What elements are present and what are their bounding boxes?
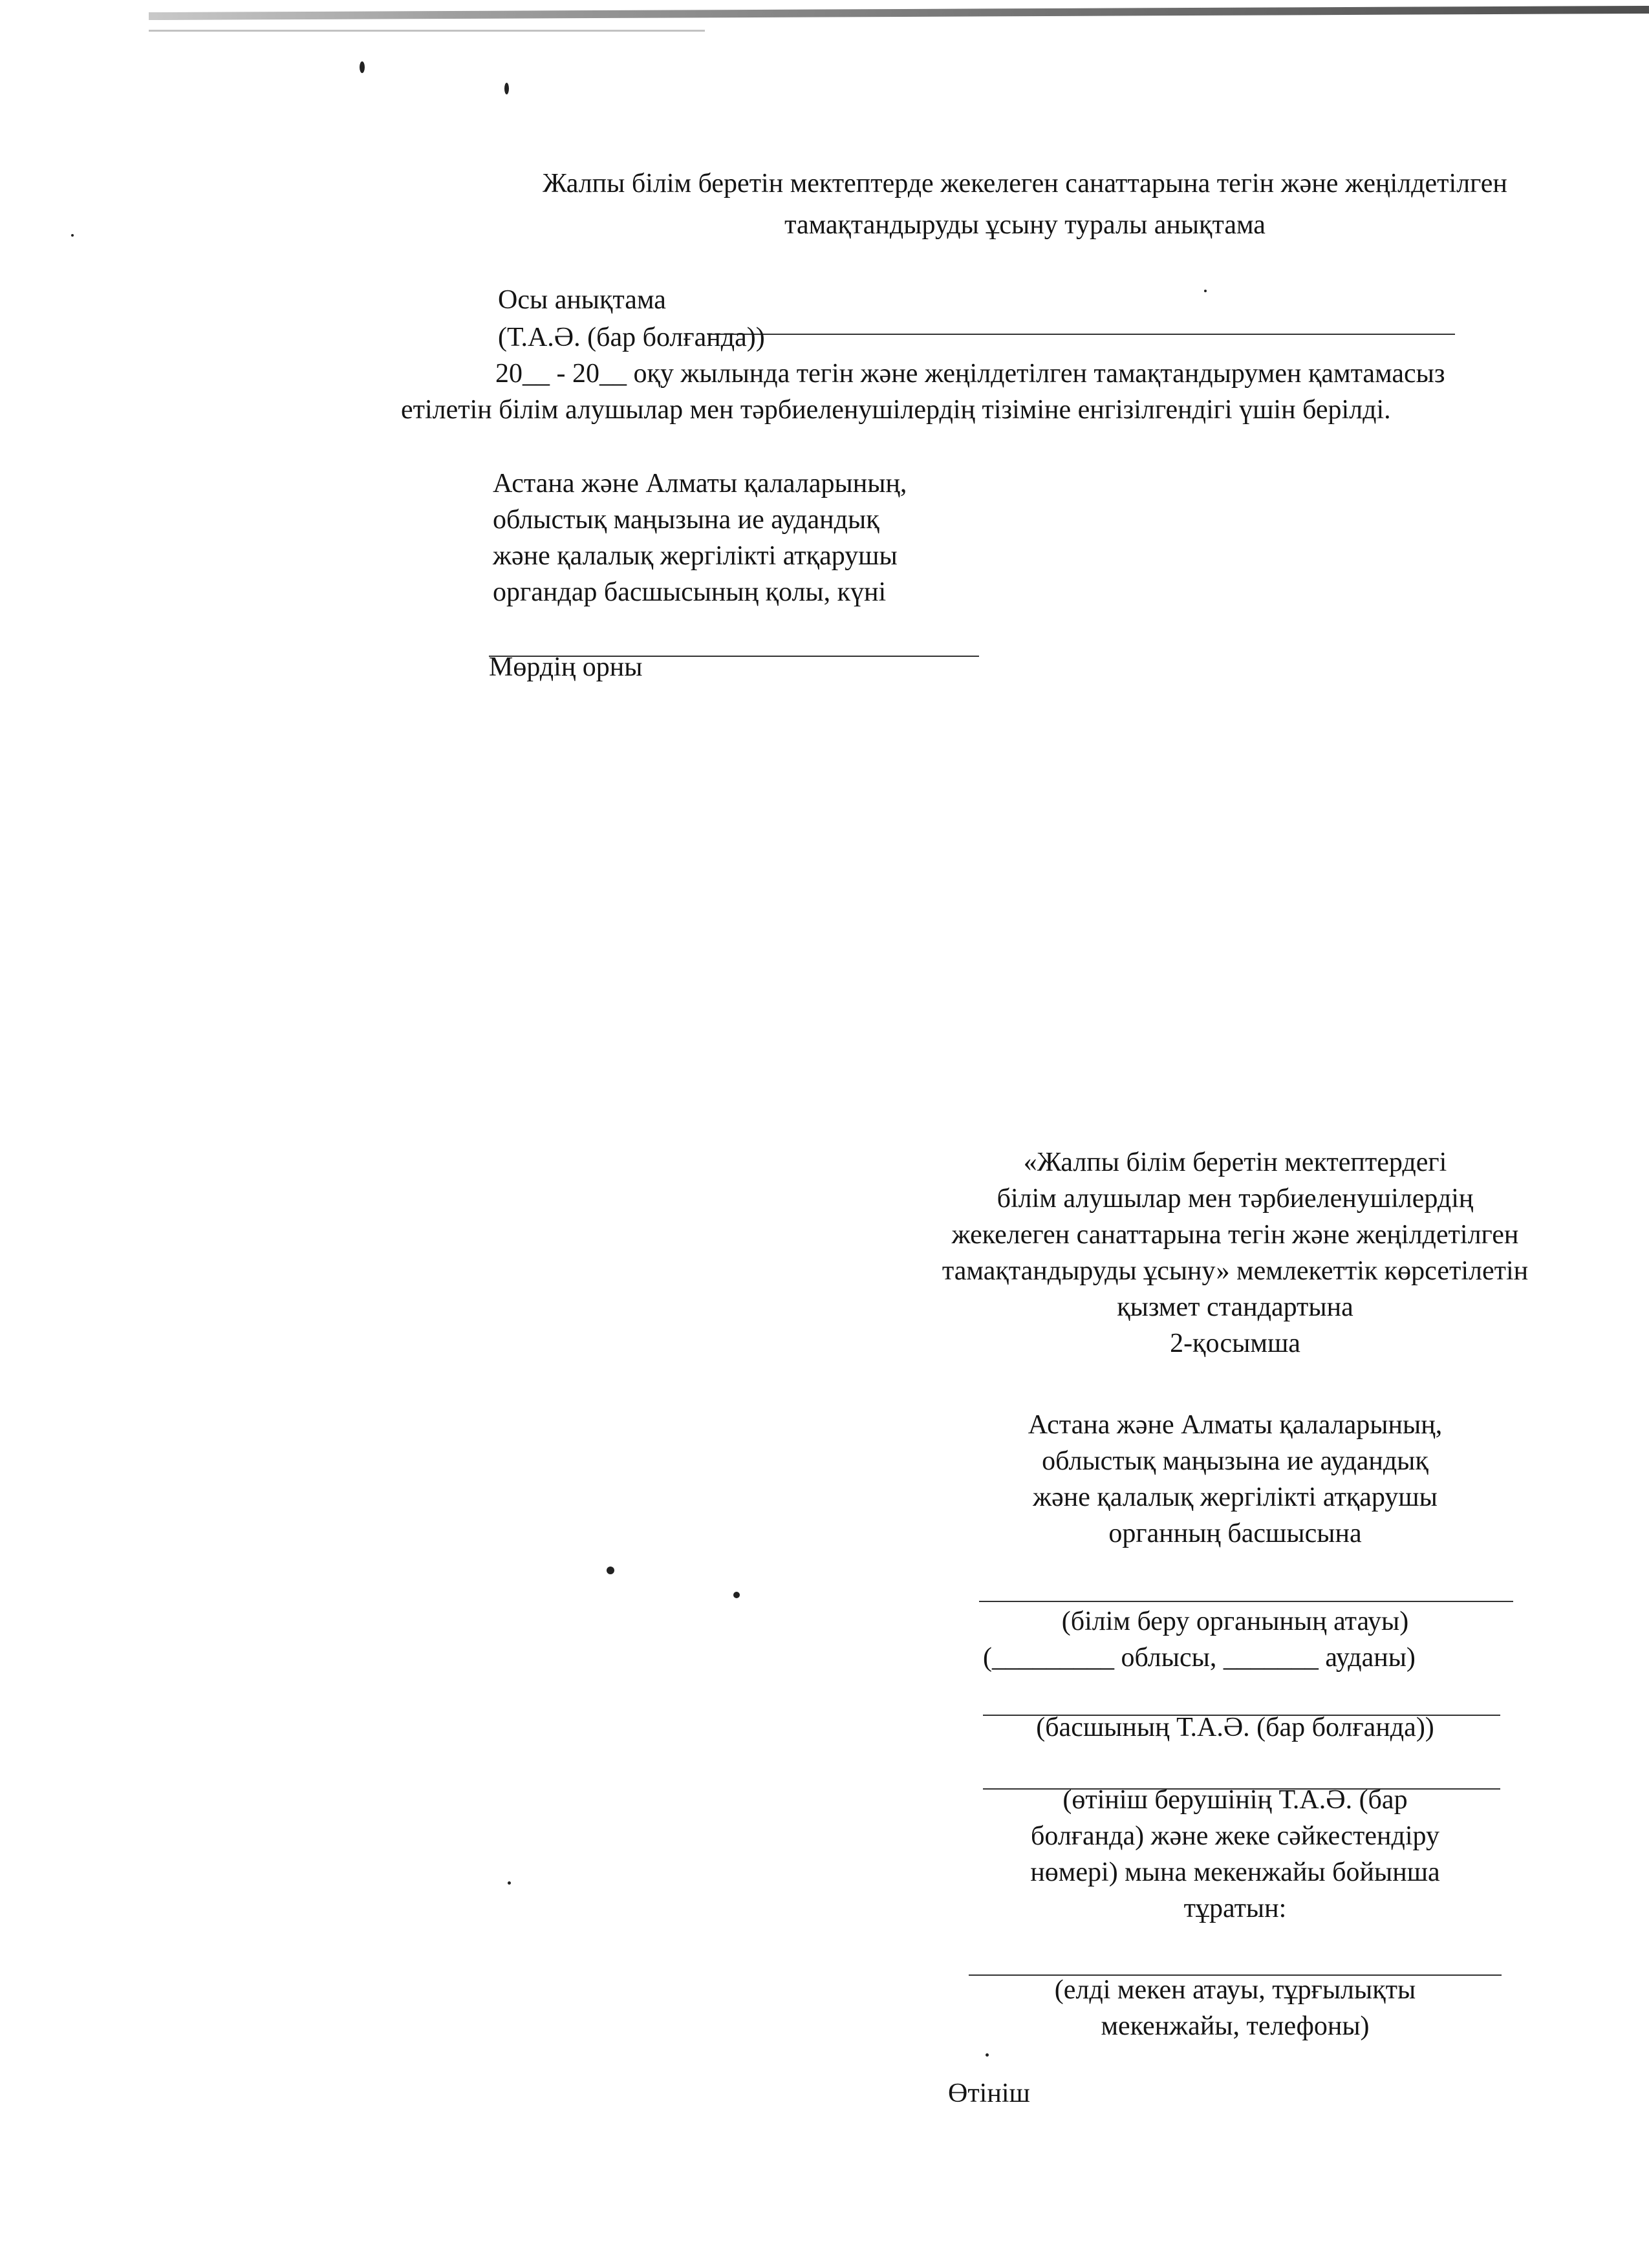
academic-year-line2: етілетін білім алушылар мен тәрбиеленушілердің тізіміне енгізілгендігі үшін берілді. (401, 395, 1391, 425)
signatory-line: Астана және Алматы қалаларының, (493, 469, 907, 498)
fio-blank-line (707, 334, 1455, 335)
appendix-header-line: қызмет стандартына (1117, 1292, 1353, 1322)
applicant-caption-line: тұратын: (1183, 1894, 1287, 1923)
signatory-line: және қалалық жергілікті атқарушы (493, 541, 898, 571)
addressee-line: Астана және Алматы қалаларының, (1028, 1410, 1443, 1440)
appendix-header-line: «Жалпы білім беретін мектептердегі (1023, 1148, 1447, 1177)
appendix-header-line: жекелеген санаттарына тегін және жеңілдетілген (951, 1220, 1519, 1250)
applicant-caption-line: нөмері) мына мекенжайы бойынша (1030, 1857, 1440, 1887)
applicant-caption-line: болғанда) және жеке сәйкестендіру (1031, 1821, 1439, 1851)
fio-caption: (Т.А.Ә. (бар болғанда)) (498, 323, 765, 352)
scan-edge-line (149, 30, 705, 32)
address-caption-line: (елді мекен атауы, тұрғылықты (1054, 1975, 1416, 2005)
certificate-title-line1: Жалпы білім беретін мектептерде жекелеген санаттарына тегін және жеңілдетілген (543, 169, 1507, 198)
certificate-title-line2: тамақтандыруды ұсыну туралы анықтама (784, 210, 1266, 240)
applicant-caption-line: (өтініш берушінің Т.А.Ә. (бар (1062, 1785, 1408, 1815)
region-district-line: (_________ облысы, _______ ауданы) (983, 1643, 1416, 1673)
scan-speck (1204, 290, 1207, 292)
appendix-number: 2-қосымша (1170, 1329, 1300, 1358)
addressee-line: органның басшысына (1108, 1519, 1362, 1548)
appendix-header-line: білім алушылар мен тәрбиеленушілердің (997, 1184, 1474, 1214)
scan-speck (71, 234, 74, 237)
address-caption-line: мекенжайы, телефоны) (1101, 2011, 1370, 2041)
signatory-line: облыстық маңызына ие аудандық (493, 505, 879, 535)
scan-speck (607, 1567, 614, 1574)
head-fio-caption: (басшының Т.А.Ә. (бар болғанда)) (1036, 1713, 1434, 1742)
academic-year-line: 20__ - 20__ оқу жылында тегін және жеңілдетілген тамақтандырумен қамтамасыз (495, 359, 1445, 389)
scan-speck (360, 61, 365, 73)
application-title: Өтініш (948, 2079, 1030, 2108)
addressee-line: және қалалық жергілікті атқарушы (1033, 1482, 1438, 1512)
signatory-line: органдар басшысының қолы, күні (493, 577, 887, 607)
scan-edge-shadow (149, 6, 1649, 20)
org-name-caption: (білім беру органының атауы) (1061, 1607, 1409, 1636)
stamp-place: Мөрдің орны (489, 652, 643, 682)
issued-to-label: Осы анықтама (498, 285, 666, 315)
org-name-blank-line (979, 1601, 1513, 1602)
appendix-header-line: тамақтандыруды ұсыну» мемлекеттік көрсетілетін (942, 1256, 1529, 1286)
scan-speck (504, 83, 509, 94)
scan-speck (508, 1881, 511, 1885)
scan-speck (986, 2053, 989, 2057)
addressee-line: облыстық маңызына ие аудандық (1042, 1446, 1428, 1476)
scan-speck (733, 1592, 740, 1598)
